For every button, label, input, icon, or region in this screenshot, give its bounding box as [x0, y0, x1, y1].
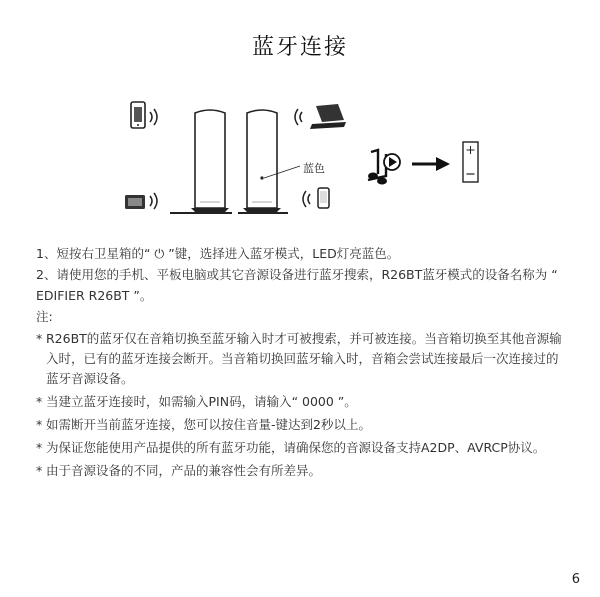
page-title: 蓝牙连接	[251, 35, 348, 60]
page-number: 6	[571, 572, 580, 587]
tablet-icon	[125, 195, 145, 209]
phone-icon	[131, 102, 145, 128]
led-label: 蓝色	[303, 162, 325, 175]
note-item: * 当建立蓝牙连接时，如需输入PIN码，请输入“ 0000 ”。	[36, 392, 566, 412]
note-item: * 由于音源设备的不同，产品的兼容性会有所差异。	[36, 461, 566, 481]
note-item: * 为保证您能使用产品提供的所有蓝牙功能，请确保您的音源设备支持A2DP、AVRCP协议。	[36, 438, 566, 458]
volume-control-icon	[463, 142, 478, 182]
laptop-icon	[310, 104, 346, 129]
note-marker: *	[36, 417, 43, 432]
notes-list	[36, 329, 566, 484]
step-1: 1、短按右卫星箱的“ ⏻ ”键，选择进入蓝牙模式，LED灯亮蓝色。	[36, 246, 400, 261]
note-label: 注:	[36, 309, 53, 324]
note-marker: *	[36, 463, 43, 478]
wireless-signal-icon	[295, 109, 302, 125]
wireless-signal-icon	[150, 193, 157, 209]
note-item: * R26BT的蓝牙仅在音箱切换至蓝牙输入时才可被搜索，并可被连接。当音箱切换至其他音源输入时，已有的蓝牙连接会断开。当音箱切换回蓝牙输入时，音箱会尝试连接最后一次连接过的蓝牙音源设备。	[36, 331, 562, 386]
note-marker: *	[36, 440, 43, 455]
note-item: * 如需断开当前蓝牙连接，您可以按住音量-键达到2秒以上。	[36, 415, 566, 435]
note-marker: *	[36, 394, 43, 409]
wireless-signal-icon	[303, 191, 310, 207]
note-marker: *	[36, 331, 43, 346]
led-indicator	[260, 176, 263, 179]
bluetooth-connection-diagram	[0, 90, 600, 225]
smartphone-icon	[318, 188, 329, 208]
wireless-signal-icon	[150, 109, 157, 125]
right-speaker	[238, 110, 288, 213]
step-2: 2、请使用您的手机、平板电脑或其它音源设备进行蓝牙搜索，R26BT蓝牙模式的设备名称为 “ EDIFIER R26BT ”。	[36, 267, 558, 303]
music-play-icon	[368, 150, 400, 185]
left-speaker	[170, 110, 232, 213]
arrow-right-icon	[412, 157, 450, 171]
